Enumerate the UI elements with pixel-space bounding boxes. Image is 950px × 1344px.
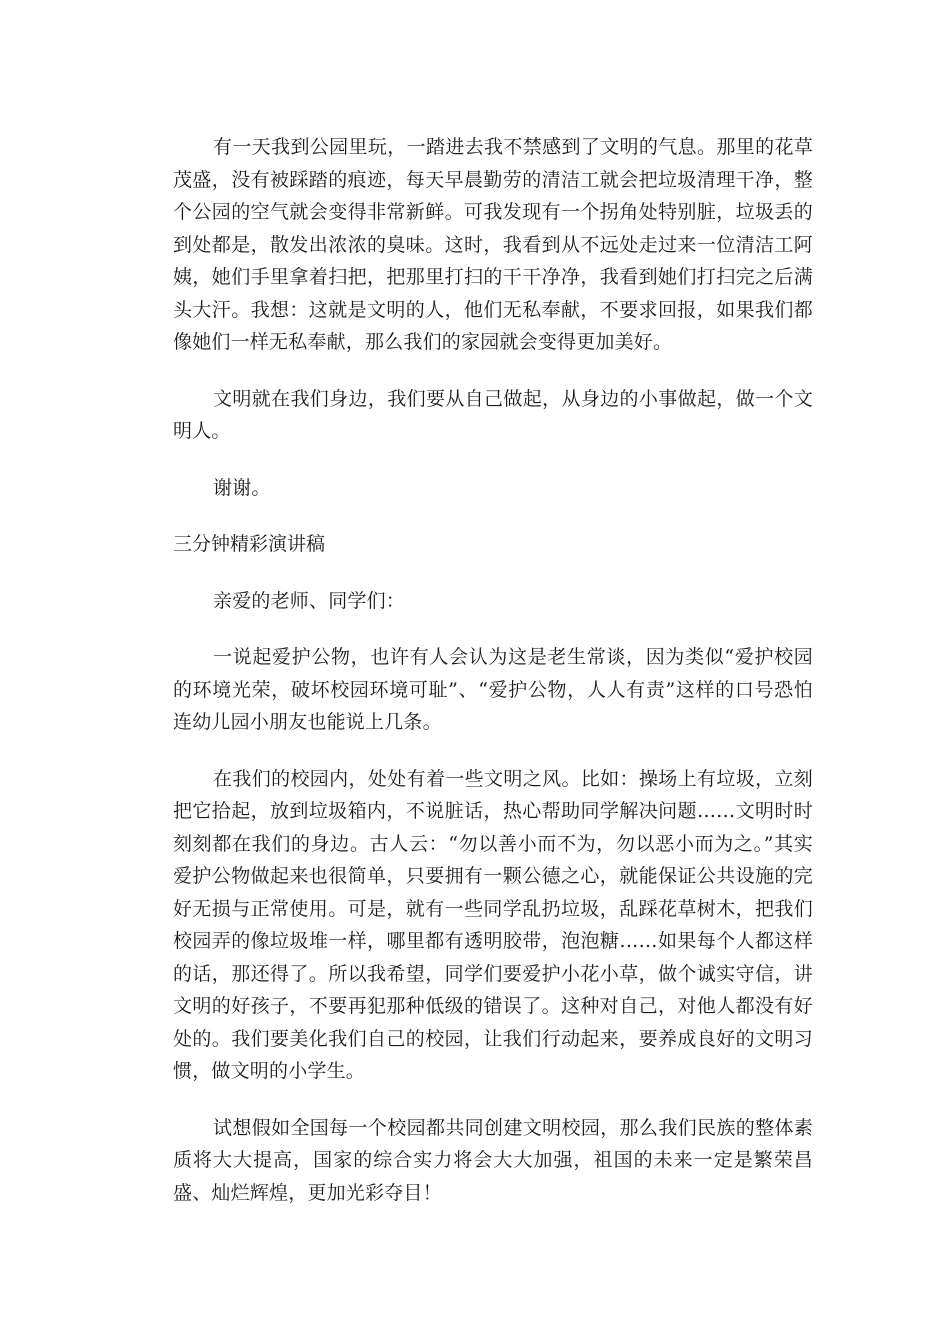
paragraph-gap	[173, 448, 813, 472]
paragraph-thanks: 谢谢。	[213, 476, 271, 499]
speech-greeting: 亲爱的老师、同学们：	[213, 589, 406, 612]
speech-title: 三分钟精彩演讲稿	[173, 533, 326, 555]
paragraph-park-story: 有一天我到公园里玩，一踏进去我不禁感到了文明的气息。那里的花草茂盛，没有被踩踏的痕迹，每天早晨勤劳的清洁工就会把垃圾清理干净，整个公园的空气就会变得非常新鲜。可我发现有一个拐角处特别脏，垃圾丢的到处都是，散发出浓浓的臭味。这时，我看到从不远处走过来一位清洁工阿姨，她们手里拿着扫把，把那里打扫的干干净净，我看到她们打扫完之后满头大汗。我想：这就是文明的人，他们无私奉献，不要求回报，如果我们都像她们一样无私奉献，那么我们的家园就会变得更加美好。	[173, 136, 813, 353]
paragraph-civility-nearby: 文明就在我们身边，我们要从自己做起，从身边的小事做起，做一个文明人。	[173, 387, 813, 442]
document-body	[173, 131, 813, 1209]
paragraph-gap	[173, 561, 813, 585]
paragraph-gap	[173, 1088, 813, 1112]
paragraph-gap	[173, 359, 813, 383]
speech-paragraph-2: 在我们的校园内，处处有着一些文明之风。比如：操场上有垃圾，立刻把它拾起，放到垃圾箱内，不说脏话，热心帮助同学解决问题……文明时时刻刻都在我们的身边。古人云：“勿以善小而不为，勿以恶小而为之。”其实爱护公物做起来也很简单，只要拥有一颗公德之心，就能保证公共设施的完好无损与正常使用。可是，就有一些同学乱扔垃圾，乱踩花草树木，把我们校园弄的像垃圾堆一样，哪里都有透明胶带，泡泡糖……如果每个人都这样的话，那还得了。所以我希望，同学们要爱护小花小草，做个诚实守信，讲文明的好孩子，不要再犯那种低级的错误了。这种对自己，对他人都没有好处的。我们要美化我们自己的校园，让我们行动起来，要养成良好的文明习惯，做文明的小学生。	[173, 767, 813, 1082]
paragraph-gap	[173, 739, 813, 763]
speech-paragraph-1: 一说起爱护公物，也许有人会认为这是老生常谈，因为类似“爱护校园的环境光荣，破坏校园环境可耻”、“爱护公物，人人有责”这样的口号恐怕连幼儿园小朋友也能说上几条。	[173, 646, 813, 733]
speech-paragraph-3: 试想假如全国每一个校园都共同创建文明校园，那么我们民族的整体素质将大大提高，国家的综合实力将会大大加强，祖国的未来一定是繁荣昌盛、灿烂辉煌，更加光彩夺目！	[173, 1116, 813, 1204]
paragraph-gap	[173, 504, 813, 528]
paragraph-gap	[173, 617, 813, 641]
